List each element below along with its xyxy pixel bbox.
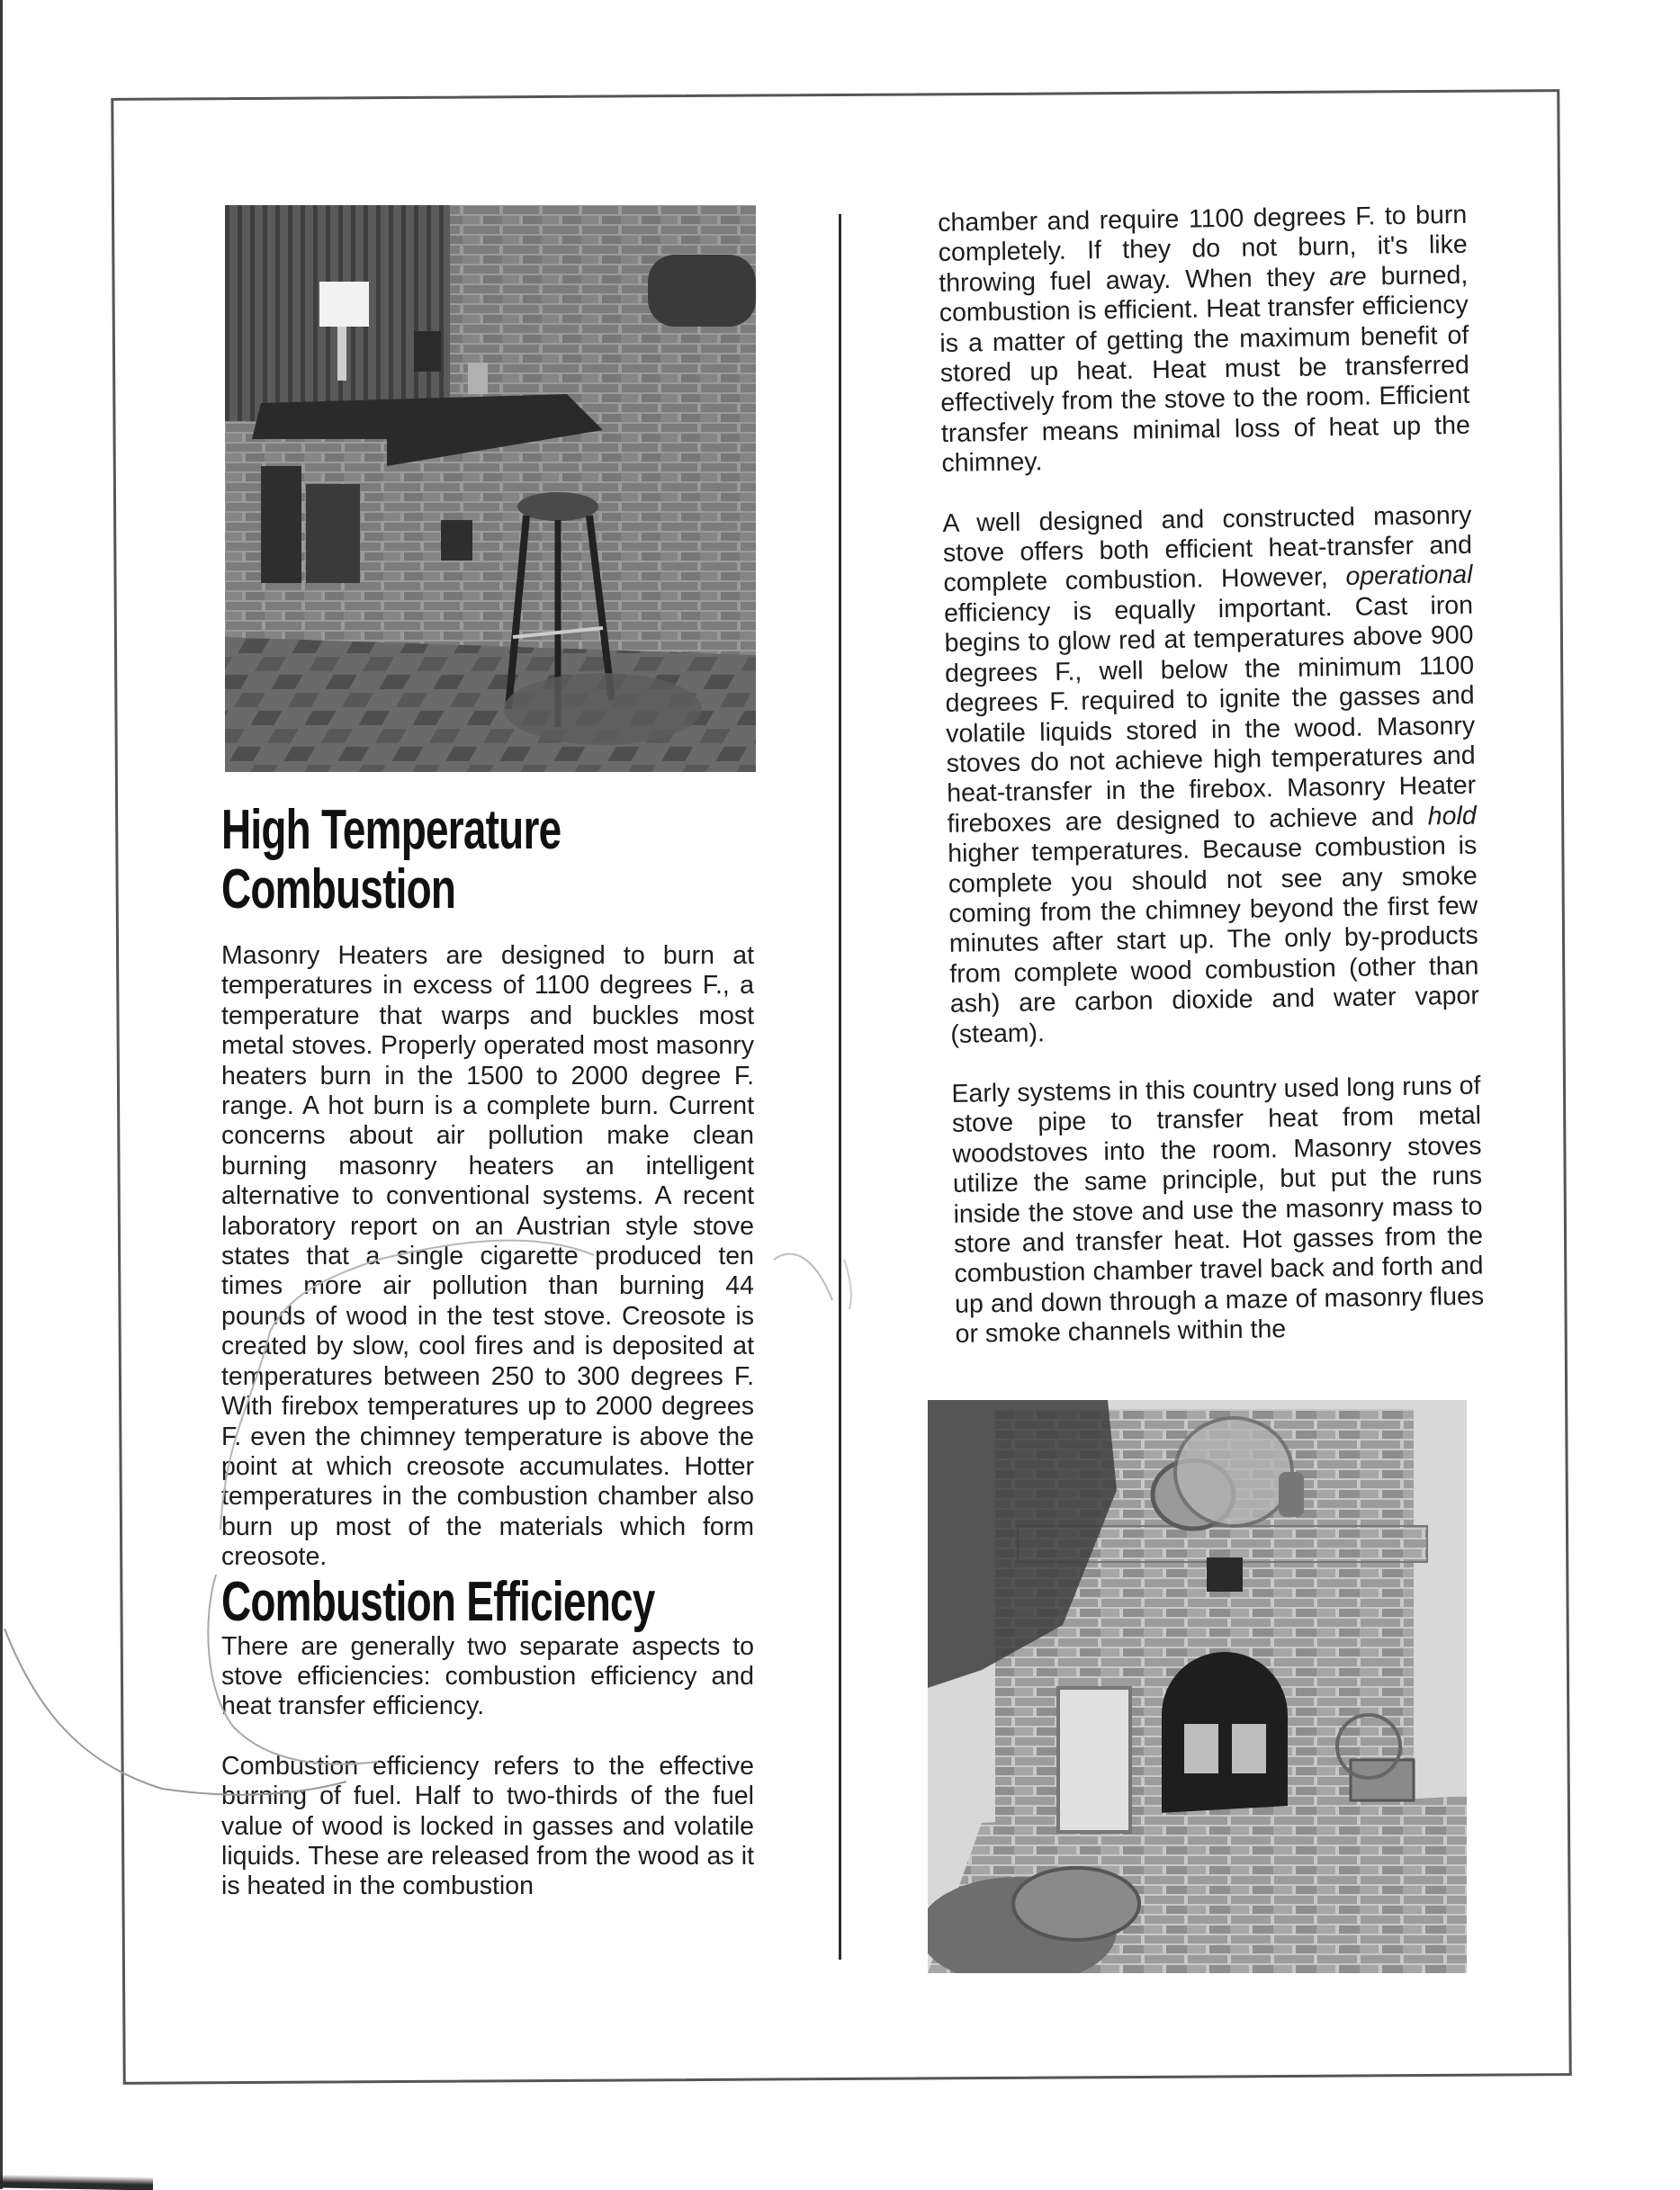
heading-line-1: High Temperature: [221, 799, 561, 861]
paragraph-combustion-efficiency: Combustion efficiency refers to the effective burning of fuel. Half to two-thirds of the fuel value of wood is locked in gasses and volatile liquids. These are released from the wood as it is heated in the combustion: [221, 1751, 754, 1901]
masonry-cookstove-photo: [225, 205, 756, 772]
text-run: burned, combustion is efficient. Heat transfer efficiency is a matter of getting the maximum benefit of stored up heat. Heat must be transferred effectively from the stove to the room. Efficient transfer means minimal loss of heat up the chimney.: [939, 260, 1471, 479]
masonry-heater-fireplace-photo: [928, 1400, 1467, 1973]
heading-line-2: Combustion: [221, 858, 456, 920]
fireplace-image-icon: [928, 1400, 1467, 1973]
right-column: [938, 201, 1485, 1351]
paragraph-high-temp: Masonry Heaters are designed to burn at temperatures in excess of 1100 degrees F., a temperature that warps and buckles most metal stoves. Properly operated most masonry heaters burn in the 1500 to 2000 degree F. range. A hot burn is a complete burn. Current concerns about air pollution make clean burning masonry heaters an intelligent alternative to conventional systems. A recent laboratory report on an Austrian style stove states that a single cigarette produced ten times more air pollution than burning 44 pounds of wood in the test stove. Creosote is created by slow, cool fires and is deposited at temperatures between 250 to 300 degrees F. With firebox temperatures up to 2000 degrees F. even the chimney temperature is above the point at which creosote accumulates. Hotter temperatures in the combustion chamber also burn up most of the materials which form creosote.: [221, 941, 754, 1572]
paragraph-early-systems: Early systems in this country used long runs of stove pipe to transfer heat from metal woodstoves into the room. Masonry stoves utilize the same principle, but put the runs inside the stove and use the masonry mass to store and transfer heat. Hot gasses from the combustion chamber travel back and forth and up and down through a maze of masonry flues or smoke channels within the: [951, 1071, 1485, 1350]
emphasis-are: are: [1329, 262, 1367, 292]
scan-corner-shadow: [0, 2175, 153, 2190]
text-run: A well designed and constructed masonry stove offers both efficient heat-transfer and complete combustion. However,: [942, 500, 1473, 598]
paragraph-heat-transfer: [938, 201, 1471, 480]
cookstove-image-icon: [225, 205, 756, 772]
left-column: [221, 801, 754, 1902]
heading-high-temperature-combustion: [221, 801, 615, 920]
text-run: chamber and require 1100 degrees F. to burn completely. If they do not burn, it's like throwing fuel away. When they: [938, 200, 1468, 298]
scan-edge-shadow: [0, 0, 3, 2189]
paragraph-operational-efficiency: [942, 500, 1479, 1049]
paragraph-two-aspects: There are generally two separate aspects to stove efficiencies: combustion efficiency and heat transfer efficiency.: [221, 1631, 754, 1721]
emphasis-operational: operational: [1345, 561, 1473, 592]
heading-combustion-efficiency: Combustion Efficiency: [221, 1570, 655, 1633]
text-run: efficiency is equally important. Cast iron begins to glow red at temperatures above 900 degrees F., well below the minimum 1100 degrees F. required to ignite the gasses and volatile liquids stored in the wood. Masonry stoves do not achieve high temperatures and heat-transfer in the firebox. Masonry Heater fireboxes are designed to achieve and: [943, 590, 1477, 839]
column-divider: [839, 214, 841, 1960]
emphasis-hold: hold: [1427, 801, 1477, 831]
text-run: higher temperatures. Because combustion is complete you should not see any smoke coming from the chimney beyond the first few minutes after start up. The only by-products from complete wood combustion (other than ash) are carbon dioxide and water vapor (steam).: [948, 830, 1480, 1049]
